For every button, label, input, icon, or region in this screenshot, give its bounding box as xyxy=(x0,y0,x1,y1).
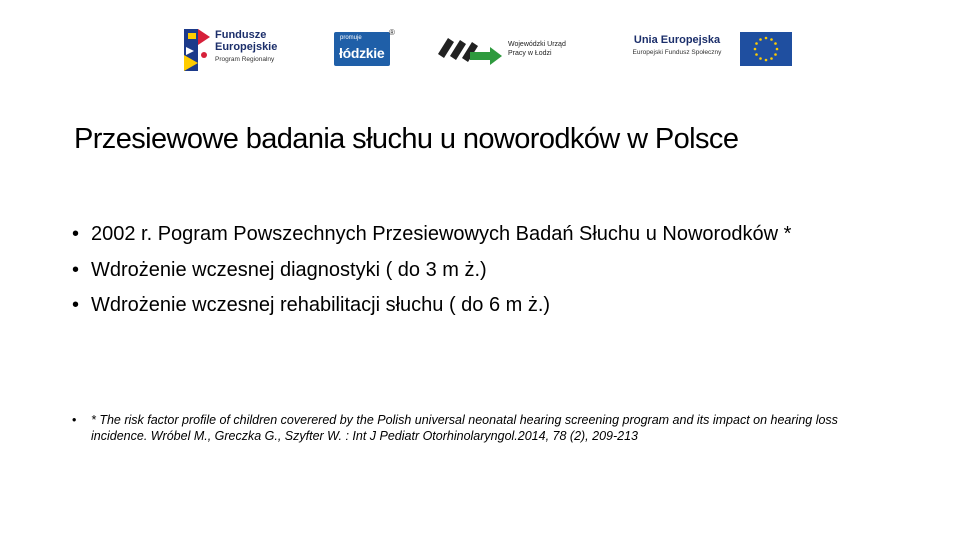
slide-title: Przesiewowe badania słuchu u noworodków w Polsce xyxy=(74,123,739,155)
lodzkie-small-text: promuje xyxy=(340,35,362,41)
wup-logo xyxy=(436,32,586,72)
lodzkie-badge xyxy=(334,32,390,66)
bullet-item: • 2002 r. Pogram Powszechnych Przesiewowych Badań Słuchu u Noworodków * xyxy=(72,222,892,248)
ue-line1: Unia Europejska xyxy=(633,34,721,46)
fundusze-line1: Fundusze xyxy=(215,29,267,41)
wup-emblem-icon xyxy=(436,32,506,68)
lodzkie-big-text: łódzkie xyxy=(339,45,385,61)
unia-europejska-logo xyxy=(618,32,793,68)
lodzkie-logo xyxy=(334,28,396,68)
logo-bar xyxy=(0,20,960,80)
fundusze-europejskie-logo xyxy=(180,25,300,77)
footnote-reference: • * The risk factor profile of children coverered by the Polish universal neonatal hearing screening program and its impact on hearing loss incidence. Wróbel M., Greczka G., Szyfter W. : Int J Pediatr Otorhinolaryngol.2014, 78 (2), 209-213 xyxy=(72,412,892,445)
bullet-item: • Wdrożenie wczesnej diagnostyki ( do 3 m ż.) xyxy=(72,258,892,284)
bullet-item: • Wdrożenie wczesnej rehabilitacji słuchu ( do 6 m ż.) xyxy=(72,293,892,319)
fundusze-europejskie-text xyxy=(215,30,277,64)
bullet-list xyxy=(72,222,892,329)
ue-line2: Europejski Fundusz Społeczny xyxy=(632,49,722,56)
fundusze-line2: Europejskie xyxy=(215,40,278,53)
ue-text xyxy=(618,34,736,56)
footnote-list xyxy=(72,412,892,445)
eu-flag-icon xyxy=(740,32,792,66)
registered-mark: ® xyxy=(389,28,395,37)
fundusze-line3: Program Regionalny xyxy=(215,56,275,64)
wup-line2: Pracy w Łodzi xyxy=(508,50,552,58)
wup-text xyxy=(508,40,566,59)
fundusze-europejskie-emblem-icon xyxy=(180,25,212,75)
wup-line1: Wojewódzki Urząd xyxy=(508,41,566,48)
